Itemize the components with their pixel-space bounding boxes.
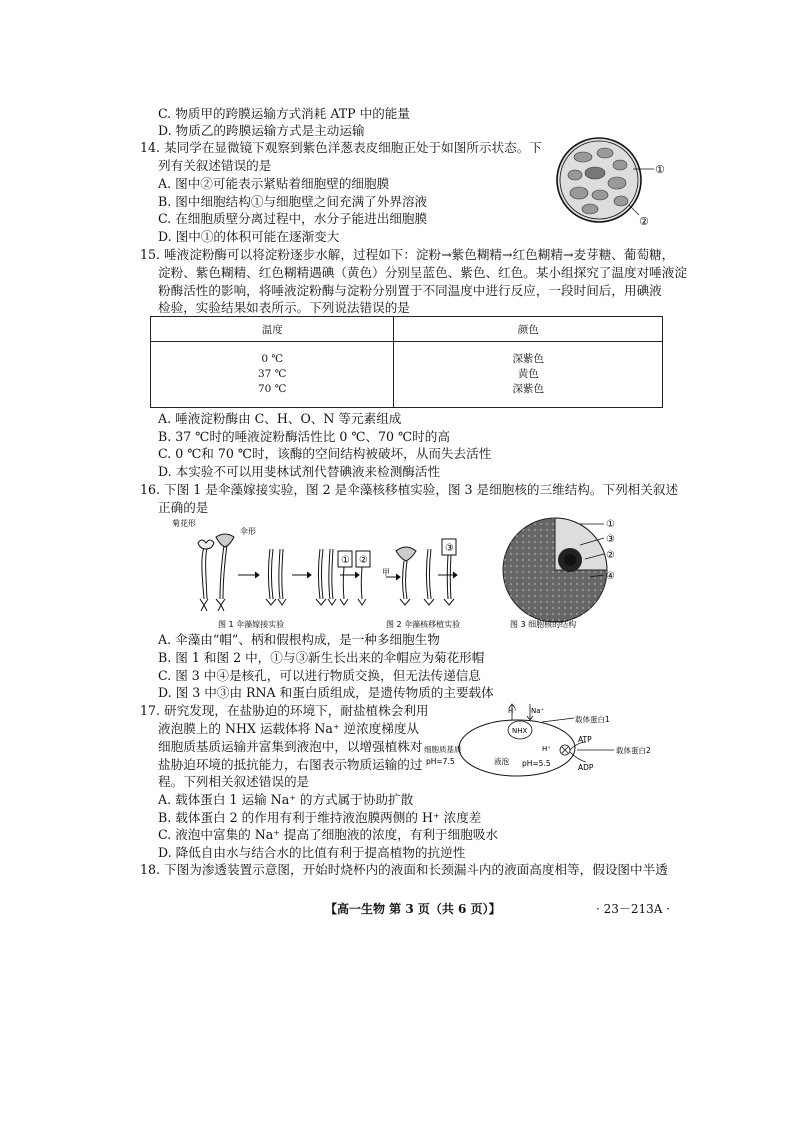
table-temp-row-1: 0 ℃ (261, 353, 284, 365)
fig3-label-1: ① (606, 519, 615, 530)
q16-stem-line1: 16. 下图 1 是伞藻嫁接实验，图 2 是伞藻核移植实验，图 3 是细胞核的三维结构。下列相关叙述 (140, 482, 679, 497)
diagram-na-plus: Na⁺ (531, 707, 545, 715)
fig3-caption: 图 3 细胞核的结构 (510, 620, 577, 629)
fig3-label-4: ④ (606, 571, 615, 582)
q14-option-d: D. 图中①的体积可能在逐渐变大 (158, 229, 340, 244)
q15-option-b: B. 37 ℃时的唾液淀粉酶活性比 0 ℃、70 ℃时的高 (158, 429, 450, 444)
page-footer-label: 【高一生物 第 3 页（共 6 页）】 (325, 902, 501, 916)
page-footer-code: · 23－213A · (596, 902, 671, 916)
q16-option-d: D. 图 3 中③由 RNA 和蛋白质组成，是遗传物质的主要载体 (158, 685, 494, 700)
diagram-carrier-2: 载体蛋白2 (616, 746, 651, 755)
fig1-caption: 图 1 伞藻嫁接实验 (218, 620, 285, 629)
q17-option-a: A. 载体蛋白 1 运输 Na⁺ 的方式属于协助扩散 (158, 792, 414, 807)
q17-stem-line3: 细胞质基质运输并富集到液泡中，以增强植株对 (158, 739, 423, 754)
q14-stem-line2: 列有关叙述错误的是 (158, 158, 272, 173)
fig3-label-2: ② (606, 550, 615, 561)
table-color-cell (394, 342, 663, 408)
table-header-color: 颜色 (394, 317, 663, 342)
fig2-label-jia: 甲 (382, 568, 390, 577)
nucleus-structure (503, 518, 607, 622)
table-color-row-3: 深紫色 (512, 383, 544, 395)
q16-option-c: C. 图 3 中④是核孔，可以进行物质交换，但无法传递信息 (158, 668, 481, 683)
q17-stem-line4: 盐胁迫环境的抵抗能力，右图表示物质运输的过 (158, 757, 423, 772)
table-temp-row-2: 37 ℃ (257, 368, 287, 380)
q15-option-a: A. 唾液淀粉酶由 C、H、O、N 等元素组成 (158, 411, 402, 426)
onion-label-2: ② (639, 215, 649, 227)
q15-stem-line1: 15. 唾液淀粉酶可以将淀粉逐步水解，过程如下：淀粉→紫色糊精→红色糊精→麦芽糖、葡萄糖， (140, 247, 675, 262)
diagram-vacuole: 液泡 (494, 757, 509, 766)
table-temp-row-3: 70 ℃ (257, 383, 287, 395)
q13-option-c: C. 物质甲的跨膜运输方式消耗 ATP 中的能量 (158, 106, 410, 121)
diagram-ph-vacuole: pH=5.5 (522, 759, 551, 768)
q18-stem-line1: 18. 下图为渗透装置示意图，开始时烧杯内的液面和长颈漏斗内的液面高度相等，假设图中半透 (140, 862, 668, 877)
table-color-row-1: 深紫色 (512, 353, 544, 365)
q15-stem-line2: 淀粉、紫色糊精、红色糊精遇碘（黄色）分别呈蓝色、紫色、红色。某小组探究了温度对唾液淀 (158, 265, 687, 280)
q17-stem-line2: 液泡膜上的 NHX 运载体将 Na⁺ 逆浓度梯度从 (158, 721, 420, 736)
q17-option-b: B. 载体蛋白 2 的作用有利于维持液泡膜两侧的 H⁺ 浓度差 (158, 810, 482, 825)
q17-stem-line1: 17. 研究发现，在盐胁迫的环境下，耐盐植株会利用 (140, 703, 429, 718)
table-color-row-2: 黄色 (517, 368, 539, 380)
fig1-box-2: ② (359, 555, 368, 566)
onion-label-1: ① (655, 163, 665, 176)
diagram-h-plus-2: H⁺ (542, 745, 551, 753)
q17-stem-line5: 程。下列相关叙述错误的是 (158, 774, 310, 789)
acetabularia-figures (160, 515, 630, 633)
fig1-label-chrysanthemum: 菊花形 (172, 519, 196, 528)
diagram-adp: ADP (578, 763, 594, 772)
diagram-h-plus: H⁺ (508, 707, 517, 715)
onion-cell-figure (555, 135, 670, 227)
q16-option-b: B. 图 1 和图 2 中，①与③新生长出来的伞帽应为菊花形帽 (158, 650, 485, 665)
diagram-carrier-1: 载体蛋白1 (575, 715, 610, 724)
diagram-nhx: NHX (512, 727, 528, 735)
fig2-caption: 图 2 伞藻核移植实验 (386, 620, 461, 629)
q14-stem-line1: 14. 某同学在显微镜下观察到紫色洋葱表皮细胞正处于如图所示状态。下 (140, 140, 542, 155)
q14-option-c: C. 在细胞质壁分离过程中，水分子能进出细胞膜 (158, 211, 428, 226)
table-header-temperature: 温度 (151, 317, 394, 342)
table-temperature-cell (151, 342, 394, 408)
diagram-atp: ATP (578, 735, 592, 744)
fig3-label-3: ③ (606, 534, 615, 545)
vacuole-transport-diagram (422, 700, 692, 780)
q15-option-c: C. 0 ℃和 70 ℃时，该酶的空间结构被破坏，从而失去活性 (158, 446, 492, 461)
q15-stem-line3: 粉酶活性的影响，将唾液淀粉酶与淀粉分别置于不同温度中进行反应，一段时间后，用碘液 (158, 283, 662, 298)
fig1-box-1: ① (341, 555, 350, 566)
fig2-box-3: ③ (445, 543, 454, 554)
q17-option-c: C. 液泡中富集的 Na⁺ 提高了细胞液的浓度，有利于细胞吸水 (158, 827, 499, 842)
q15-option-d: D. 本实验不可以用斐林试剂代替碘液来检测酶活性 (158, 464, 441, 479)
diagram-ph-cytoplasm: pH=7.5 (426, 757, 455, 766)
diagram-cytoplasm: 细胞质基质 (424, 745, 462, 754)
q16-stem-line2: 正确的是 (158, 500, 209, 515)
q15-results-table (150, 316, 663, 408)
q14-option-a: A. 图中②可能表示紧贴着细胞壁的细胞膜 (158, 176, 390, 191)
q16-option-a: A. 伞藻由“帽”、柄和假根构成，是一种多细胞生物 (158, 632, 440, 647)
q13-option-d: D. 物质乙的跨膜运输方式是主动运输 (158, 123, 365, 138)
q17-option-d: D. 降低自由水与结合水的比值有利于提高植物的抗逆性 (158, 845, 466, 860)
fig1-label-umbrella: 伞形 (240, 527, 256, 536)
q15-stem-line4: 检验，实验结果如表所示。下列说法错误的是 (158, 300, 410, 315)
q14-option-b: B. 图中细胞结构①与细胞壁之间充满了外界溶液 (158, 194, 428, 209)
